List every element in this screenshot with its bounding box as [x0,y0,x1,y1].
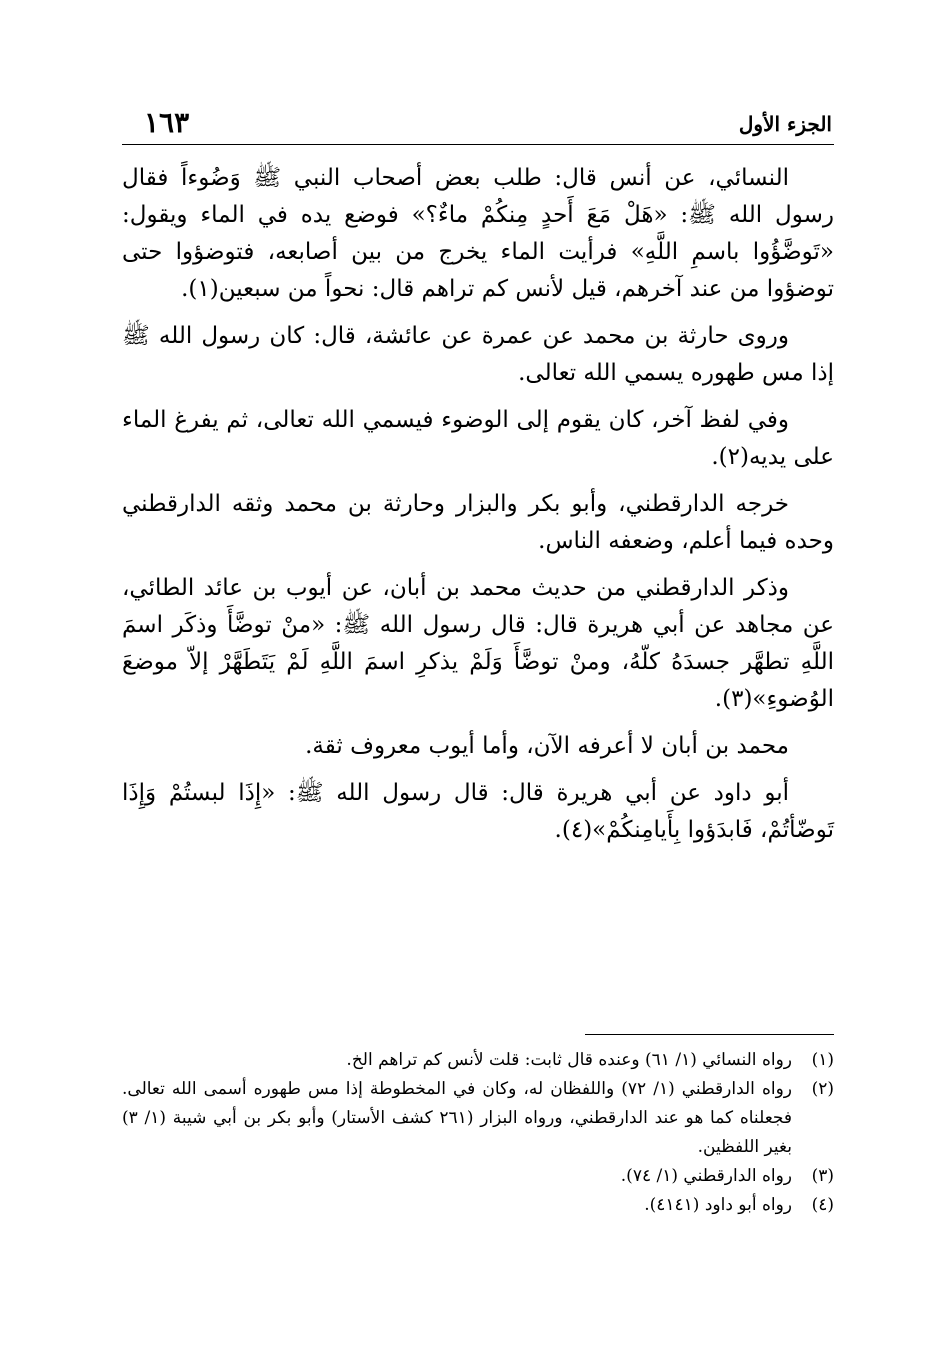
footnote-item [122,1046,834,1075]
footnote-separator [585,1034,834,1035]
footnote-text: رواه الدارقطني (١/ ٧٤). [620,1166,792,1186]
paragraph: محمد بن أبان لا أعرفه الآن، وأما أيوب معروف ثقة. [305,733,789,759]
paragraph: وفي لفظ آخر، كان يقوم إلى الوضوء فيسمي الله تعالى، ثم يفرغ الماء على يديه(٢). [122,407,834,470]
footnote-number: (٣) [811,1166,834,1186]
paragraph: النسائي، عن أنس قال: طلب بعض أصحاب النبي ﷺ وَضُوءاً فقال رسول الله ﷺ: «هَلْ مَعَ أَحدٍ مِنكُمْ ماءٌ؟» فوضع يده في الماء ويقول: «تَوضَّؤُوا باسمِ اللَّهِ» فرأيت الماء يخرج من بين أصابعه، فتوضؤوا حتى توضؤوا من عند آخرهم، قيل لأنس كم تراهم قال: نحواً من سبعين(١). [122,165,834,302]
footnote-text: رواه الدارقطني (١/ ٧٢) واللفظان له، وكان في المخطوطة إذا مس طهوره أسمى الله تعالى. فجعلناه كما هو عند الدارقطني، ورواه البزار (٢٦١ كشف الأستار) وأبو بكر بن أبي شيبة (١/ ٣) بغير اللفظين. [122,1079,793,1157]
footnote-item [122,1075,834,1162]
footnote-item [122,1191,834,1220]
page-number: ١٦٣ [144,106,190,139]
paragraph: وذكر الدارقطني من حديث محمد بن أبان، عن أيوب بن عائد الطائي، عن مجاهد عن أبي هريرة قال: قال رسول الله ﷺ: «منْ توضَّأَ وذكَر اسمَ اللَّهِ تطهَّر جسدَهُ كلّهُ، ومنْ توضَّأَ وَلَمْ يذكرِ اسمَ اللَّهِ لَمْ يَتَطَهَّرْ إلاّ موضعَ الوُضوءِ»(٣). [122,575,834,712]
footnote-text: رواه النسائي (١/ ٦١) وعنده قال ثابت: قلت لأنس كم تراهم الخ. [346,1050,792,1070]
paragraph: وروى حارثة بن محمد عن عمرة عن عائشة، قال: كان رسول الله ﷺ إذا مس طهوره يسمي الله تعالى. [122,323,834,386]
running-head: الجزء الأول [738,112,832,136]
page-header [122,104,834,145]
footnote-text: رواه أبو داود (٤١٤١). [644,1195,792,1215]
footnote-number: (٢) [811,1079,834,1099]
paragraph: خرجه الدارقطني، وأبو بكر والبزار وحارثة بن محمد وثقه الدارقطني وحده فيما أعلم، وضعفه الناس. [122,491,834,554]
footnote-number: (٤) [811,1195,834,1215]
footnotes [122,1046,834,1220]
paragraph: أبو داود عن أبي هريرة قال: قال رسول الله ﷺ: «إِذَا لبستُمْ وَإِذَا تَوضّأتُمْ، فَابدَؤوا بِأَيامِنكُمْ»(٤). [122,780,834,843]
footnote-item [122,1162,834,1191]
footnote-number: (١) [811,1050,834,1070]
main-text [122,160,834,859]
